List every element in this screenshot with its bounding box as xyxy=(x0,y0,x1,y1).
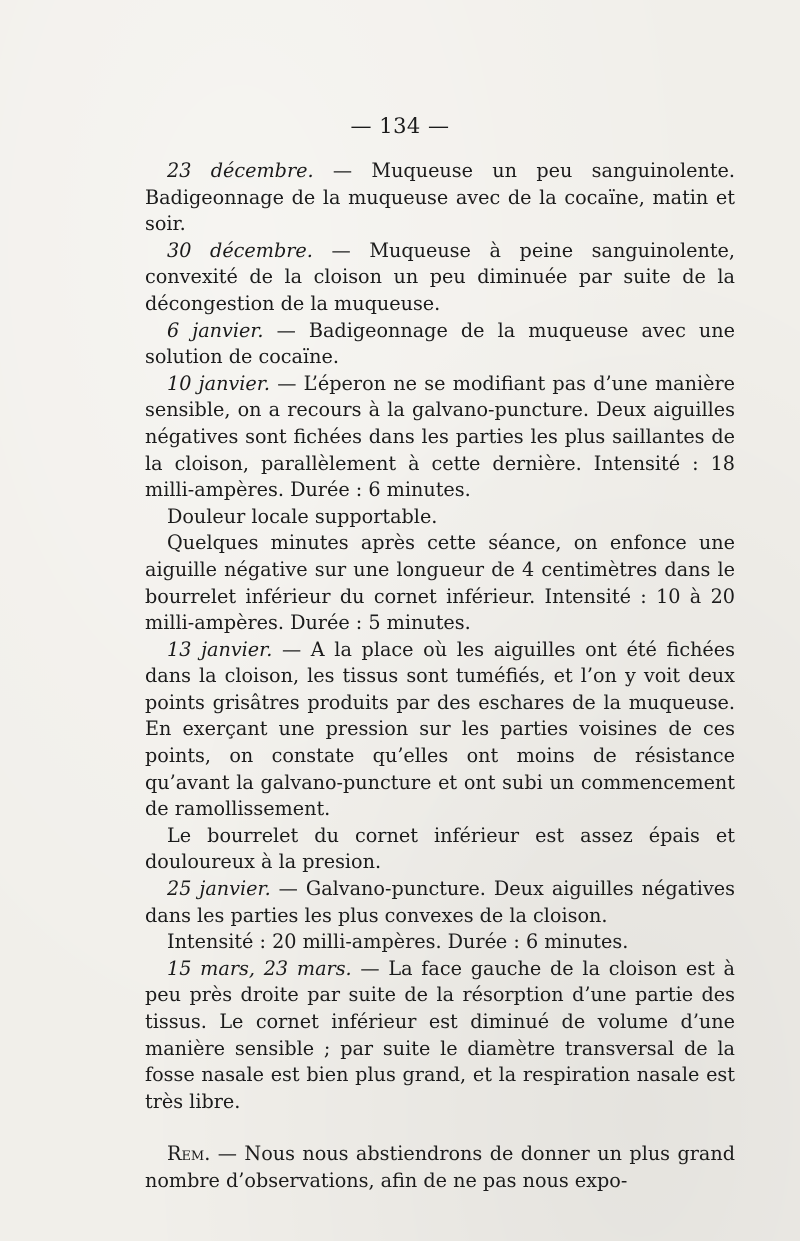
paragraph xyxy=(145,318,735,371)
entry-date: 25 janvier. xyxy=(167,877,271,901)
entry-text: Le bourrelet du cornet inférieur est assez épais et douloureux à la presion. xyxy=(145,823,735,874)
paragraph xyxy=(145,956,735,1116)
remark-paragraph xyxy=(145,1141,735,1194)
paragraph xyxy=(145,530,735,636)
entry-text: Douleur locale supportable. xyxy=(167,504,438,528)
entry-text: Quelques minutes après cette séance, on enfonce une aiguille négative sur une longueur de 4 centimètres dans le bourrelet inférieur du cornet inférieur. Intensité : 10 à 20 milli-ampères. Durée : 5 minutes. xyxy=(145,531,735,635)
entry-date: 13 janvier. xyxy=(167,637,273,661)
paragraph xyxy=(145,238,735,318)
paragraph xyxy=(145,504,735,531)
entry-date: 10 janvier. xyxy=(167,371,270,395)
remark-label: Rem. xyxy=(167,1142,211,1166)
entry-date: 15 mars, 23 mars. xyxy=(167,956,352,980)
page-body xyxy=(145,158,735,1195)
entry-text: — Muqueuse à peine sanguinolente, convexité de la cloison un peu diminuée par suite de la décongestion de la muqueuse. xyxy=(145,238,736,315)
entry-text: — Muqueuse un peu sanguinolente. Badigeonnage de la muqueuse avec de la cocaïne, matin et soir. xyxy=(145,159,736,236)
page-number: — 134 — xyxy=(350,114,450,138)
paragraph xyxy=(145,823,735,876)
paragraph xyxy=(145,929,735,956)
paragraph xyxy=(145,637,735,823)
entry-date: 23 décembre. xyxy=(167,159,314,182)
entry-text: — L’éperon ne se modifiant pas d’une manière sensible, on a recours à la galvano-puncture. Deux aiguilles négatives sont fichées dans les parties les plus saillantes de la cloison, parallèlement à cette dernière. Intensité : 18 milli-ampères. Durée : 6 minutes. xyxy=(145,371,735,502)
entry-date: 6 janvier. xyxy=(167,318,264,342)
paragraph xyxy=(145,371,735,504)
entry-text: Intensité : 20 milli-ampères. Durée : 6 minutes. xyxy=(167,930,629,954)
entry-text: — A la place où les aiguilles ont été fichées dans la cloison, les tissus sont tuméfiés, et l’on y voit deux points grisâtres produits par des eschares de la muqueuse. En exerçant une pression sur les parties voisines de ces points, on constate qu’elles ont moins de résistance qu’avant la galvano-puncture et ont subi un commencement de ramollissement. xyxy=(145,637,735,821)
paragraph xyxy=(145,158,735,238)
entry-text: — Badigeonnage de la muqueuse avec une solution de cocaïne. xyxy=(145,318,736,369)
entry-text: — La face gauche de la cloison est à peu près droite par suite de la résorption d’une partie des tissus. Le cornet inférieur est diminué de volume d’une manière sensible ; par suite le diamètre transversal de la fosse nasale est bien plus grand, et la respiration nasale est très libre. xyxy=(145,956,735,1113)
entry-date: 30 décembre. xyxy=(167,238,313,262)
paragraph xyxy=(145,876,735,929)
remark-text: — Nous nous abstiendrons de donner un plus grand nombre d’observations, afin de ne pas nous expo- xyxy=(145,1142,735,1192)
entry-text: — Galvano-puncture. Deux aiguilles négatives dans les parties les plus convexes de la cloison. xyxy=(145,877,735,927)
